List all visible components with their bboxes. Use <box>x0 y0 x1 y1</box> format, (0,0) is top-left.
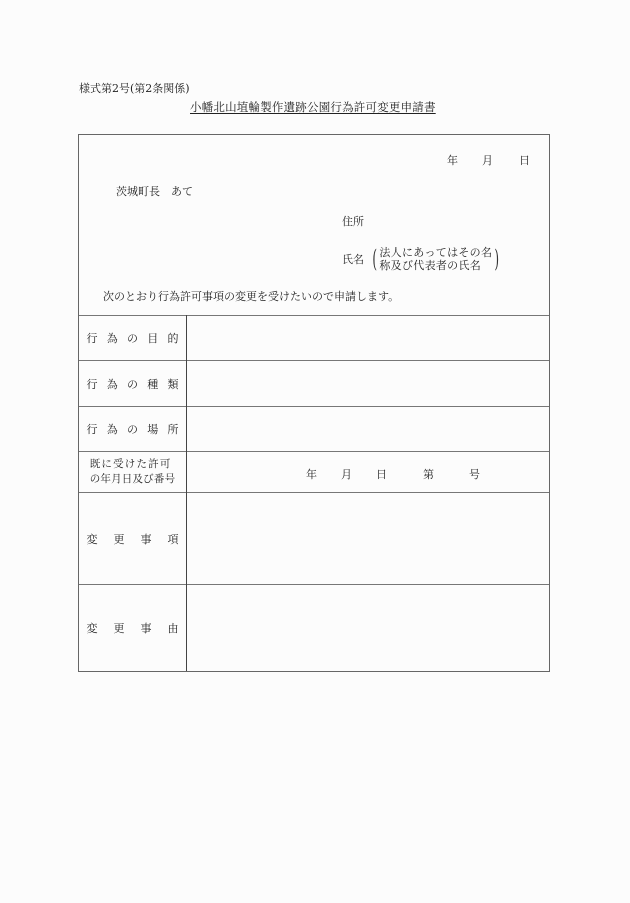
permit-number-prefix: 第 <box>423 468 434 481</box>
request-statement: 次のとおり行為許可事項の変更を受けたいので申請します。 <box>103 290 400 303</box>
label-char: 変 <box>86 532 98 546</box>
date-day[interactable]: 日 <box>519 154 530 167</box>
name-label: 氏名 <box>342 253 364 266</box>
row-label-location <box>79 407 186 451</box>
document-title: 小幡北山埴輪製作遺跡公園行為許可変更申請書 <box>190 100 436 114</box>
purpose-field[interactable] <box>187 316 549 360</box>
row-label-change-reason <box>79 585 186 671</box>
permit-year: 年 <box>306 468 317 481</box>
row-label-previous-permit <box>79 452 186 492</box>
label-char: 更 <box>113 532 125 546</box>
name-note-line1: 法人にあってはその名 <box>379 246 493 259</box>
address-label: 住所 <box>342 215 364 228</box>
label-char: 行 <box>86 423 98 436</box>
label-char: 所 <box>167 423 179 436</box>
date-year[interactable]: 年 <box>447 154 458 167</box>
label-char: 種 <box>147 377 159 391</box>
label-char: 行 <box>86 332 98 345</box>
right-bracket: ) <box>494 245 500 273</box>
previous-permit-field[interactable] <box>187 452 549 492</box>
permit-number-suffix: 号 <box>469 468 480 481</box>
label-char: 為 <box>106 377 118 391</box>
change-items-field[interactable] <box>187 493 549 584</box>
form-number: 様式第2号(第2条関係) <box>79 82 190 95</box>
name-note <box>370 244 502 274</box>
left-bracket: ( <box>372 245 378 273</box>
label-char: の <box>127 332 138 345</box>
location-field[interactable] <box>187 407 549 451</box>
row-label-change-items <box>79 493 186 584</box>
label-char: 目 <box>147 332 159 345</box>
label-char: 事 <box>140 532 152 546</box>
label-char: 行 <box>86 377 98 391</box>
date-month[interactable]: 月 <box>482 154 493 167</box>
label-char: の <box>127 377 138 391</box>
label-char: 場 <box>147 423 159 436</box>
addressee: 茨城町長 あて <box>116 185 193 198</box>
label-char: 事 <box>140 622 152 635</box>
label-char: 由 <box>167 622 179 635</box>
name-note-line2: 称及び代表者の氏名 <box>379 259 482 272</box>
label-char: 為 <box>106 423 118 436</box>
permit-day: 日 <box>376 468 387 481</box>
label-line2: の年月日及び番号 <box>89 473 176 485</box>
permit-month: 月 <box>341 468 352 481</box>
label-char: 変 <box>86 622 98 635</box>
label-char: 更 <box>113 622 125 635</box>
label-char: 類 <box>167 377 179 391</box>
label-char: 的 <box>167 332 179 345</box>
change-reason-field[interactable] <box>187 585 549 671</box>
label-char: 為 <box>106 332 118 345</box>
row-label-type <box>79 361 186 406</box>
type-field[interactable] <box>187 361 549 406</box>
label-line1: 既に受けた許可 <box>89 458 172 470</box>
label-char: 項 <box>167 532 179 546</box>
application-form <box>78 134 550 672</box>
row-label-purpose <box>79 316 186 360</box>
label-char: の <box>127 423 138 436</box>
